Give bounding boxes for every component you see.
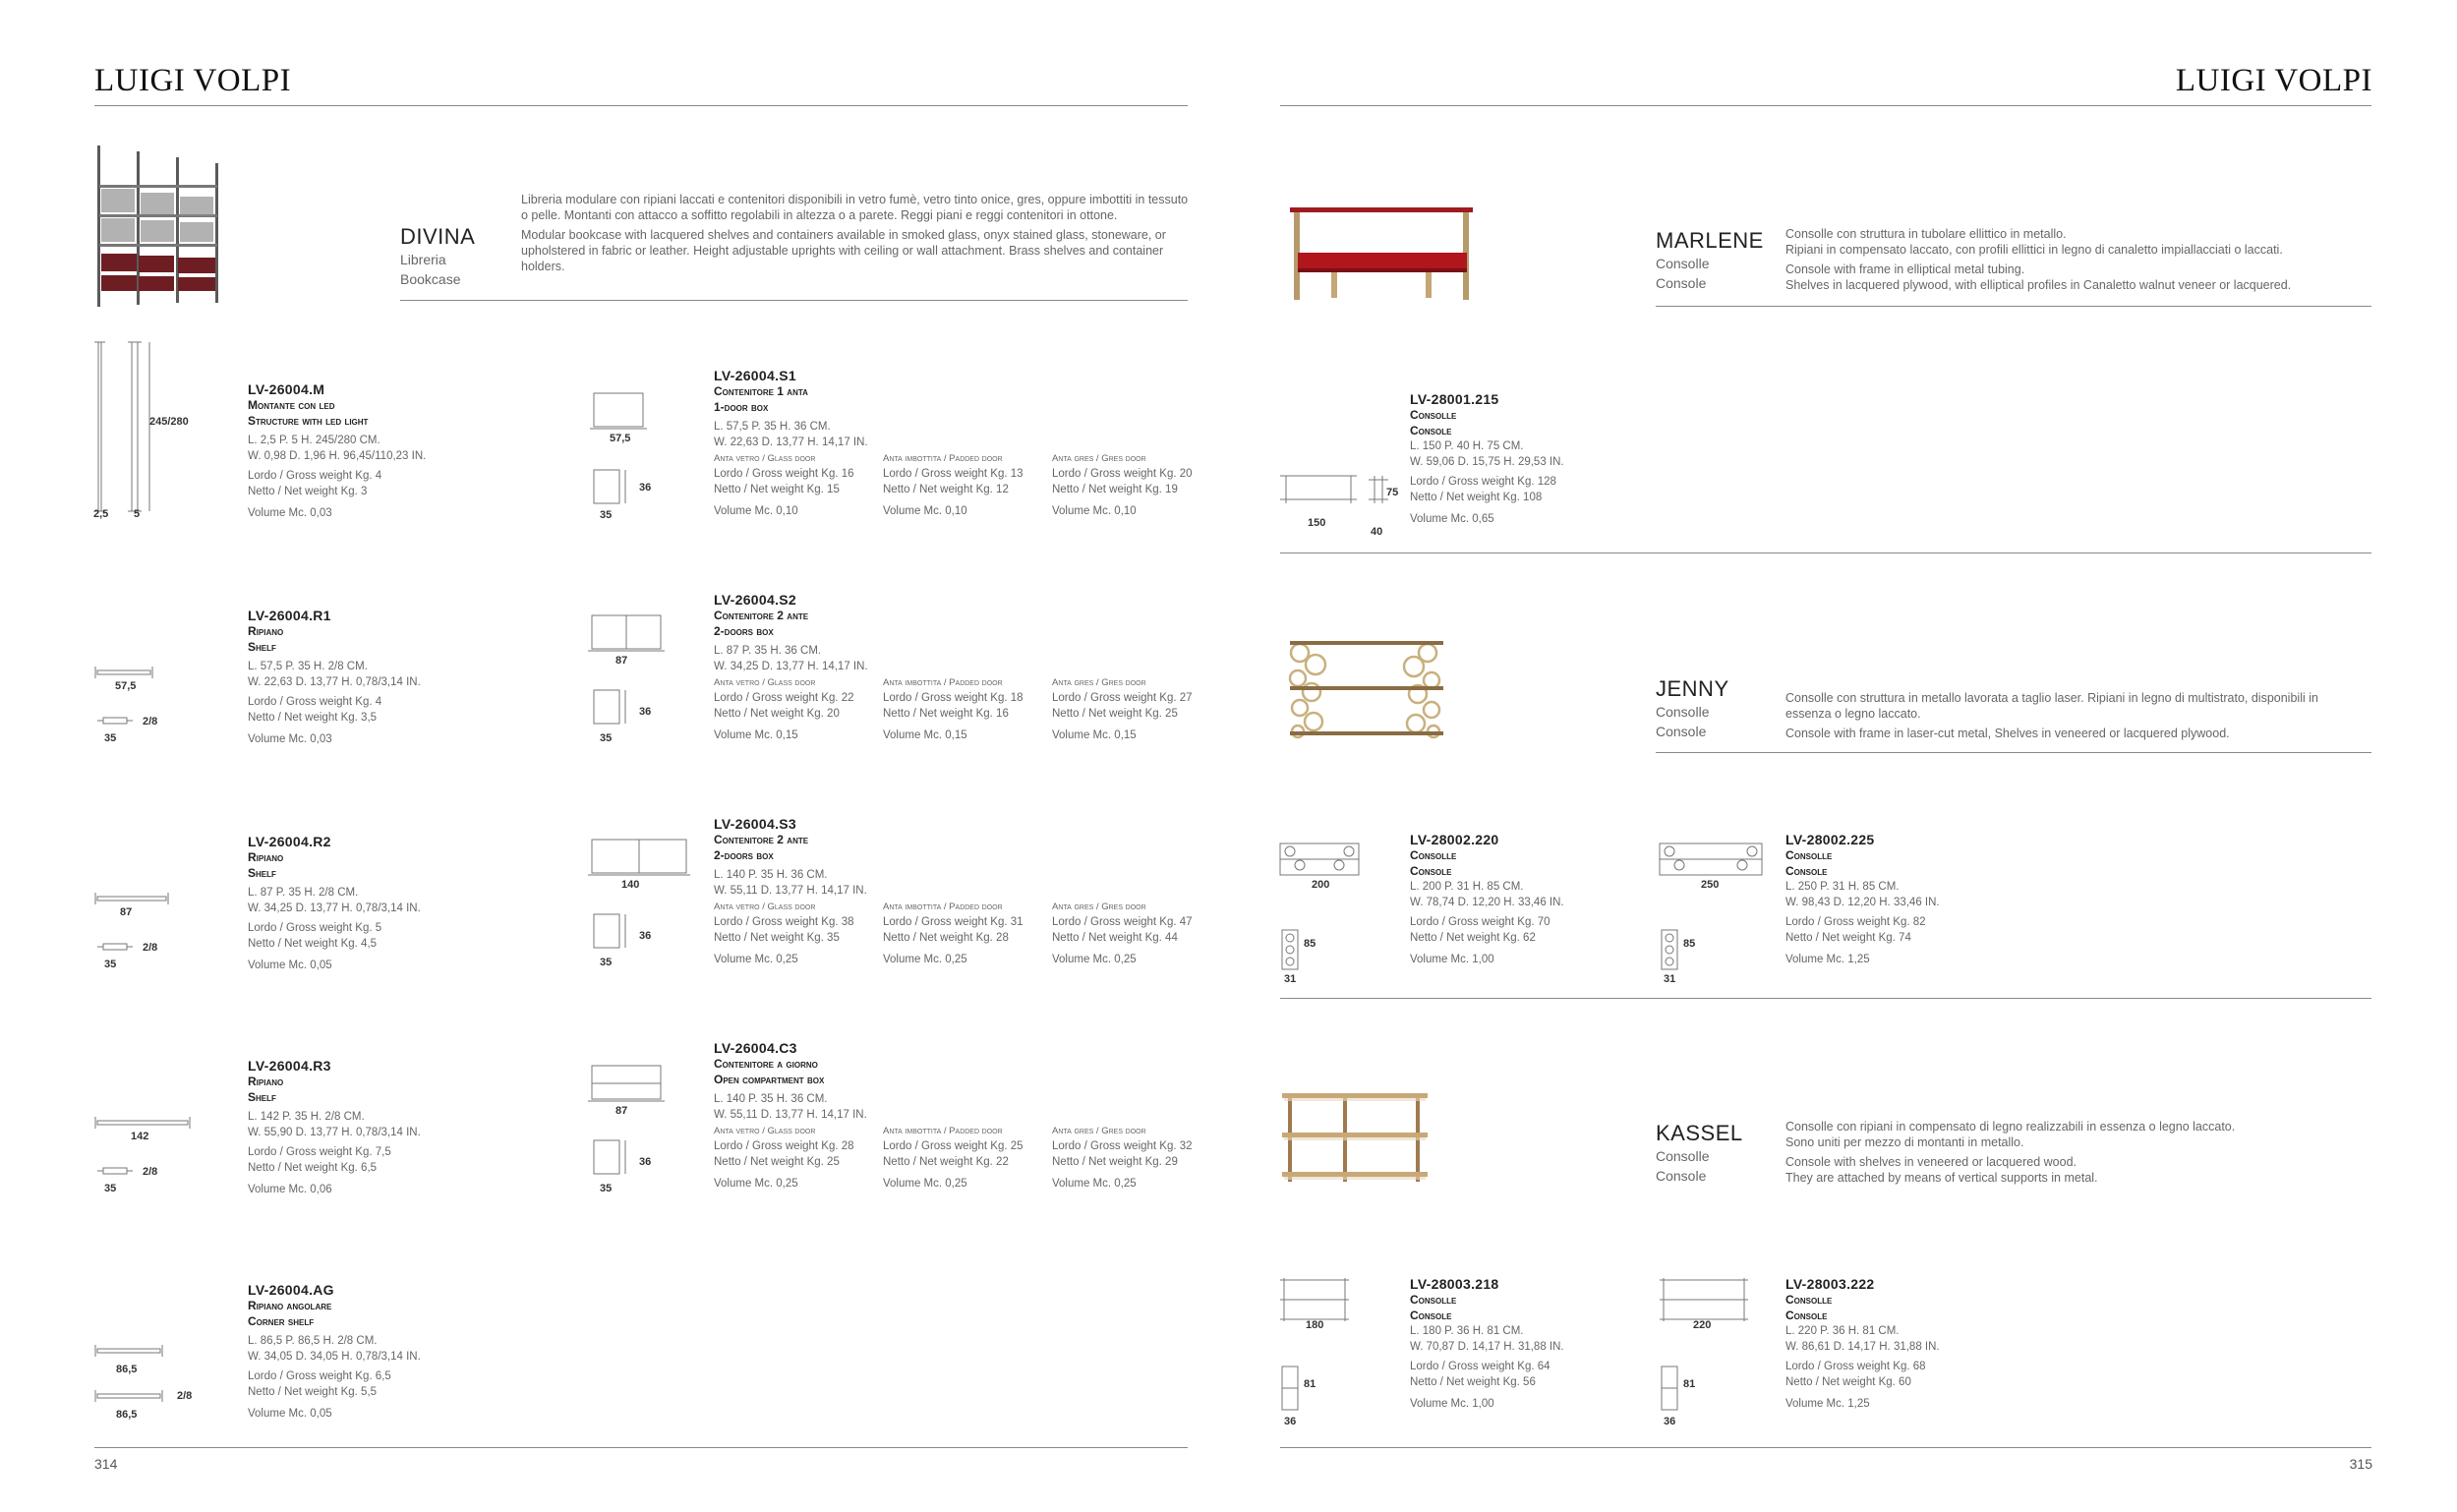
gross-weight: Lordo / Gross weight Kg. 70	[1410, 916, 1550, 928]
gres-door-column	[1052, 1125, 1199, 1192]
dim-r2-height: 2/8	[143, 942, 158, 954]
door-label: Anta gres / Gres door	[1052, 1126, 1146, 1136]
gross-weight: Lordo / Gross weight Kg. 128	[1410, 476, 1556, 488]
brand-logo-right: LUIGI VOLPI	[2175, 63, 2372, 98]
volume: Volume Mc. 0,05	[248, 960, 332, 971]
volume: Volume Mc. 0,65	[1410, 513, 1494, 525]
description-it-2: Sono uniti per mezzo di montanti in metallo.	[1785, 1135, 2024, 1149]
dim-kassel-222-depth: 36	[1664, 1416, 1676, 1427]
product-code: LV-26004.R2	[248, 834, 331, 849]
product-name-it: Contenitore 2 ante	[714, 833, 809, 846]
gres-door-column	[1052, 452, 1199, 519]
description-it-1: Consolle con struttura in tubolare ellittico in metallo.	[1785, 227, 2067, 241]
dim-r3-depth: 35	[104, 1183, 117, 1194]
description-en-2: They are attached by means of vertical supports in metal.	[1785, 1171, 2098, 1185]
product-code: LV-26004.S2	[714, 592, 796, 608]
product-code: LV-26004.M	[248, 381, 325, 397]
product-name-en: Shelf	[248, 640, 276, 654]
padded-door-column	[883, 901, 1030, 967]
volume: Volume Mc. 0,25	[714, 954, 798, 965]
product-lv-28002-225	[1785, 832, 1940, 967]
dims-cm: L. 180 P. 36 H. 81 CM.	[1410, 1325, 1524, 1337]
volume: Volume Mc. 0,25	[1052, 1178, 1137, 1190]
volume: Volume Mc. 1,25	[1785, 1398, 1870, 1410]
dims-cm: L. 87 P. 35 H. 36 CM.	[714, 645, 822, 657]
dims-in: W. 98,43 D. 12,20 H. 33,46 IN.	[1785, 897, 1940, 908]
gross-weight: Lordo / Gross weight Kg. 16	[714, 468, 854, 480]
padded-door-column	[883, 676, 1030, 743]
product-name-it: Consolle	[1785, 1293, 1833, 1307]
door-label: Anta gres / Gres door	[1052, 677, 1146, 688]
gross-weight: Lordo / Gross weight Kg. 68	[1785, 1361, 1926, 1372]
drawing-marlene	[1278, 470, 1406, 539]
product-code: LV-26004.S3	[714, 816, 796, 832]
product-name-it: Contenitore 2 ante	[714, 609, 809, 622]
dim-jenny-225-height: 85	[1683, 938, 1696, 950]
dims-cm: L. 2,5 P. 5 H. 245/280 CM.	[248, 435, 380, 446]
drawing-kassel-218	[1278, 1276, 1357, 1433]
dim-marlene-width: 150	[1308, 517, 1326, 529]
dims-cm: L. 200 P. 31 H. 85 CM.	[1410, 881, 1524, 893]
product-name-en: Shelf	[248, 1090, 276, 1104]
volume: Volume Mc. 0,10	[883, 505, 967, 517]
net-weight: Netto / Net weight Kg. 74	[1785, 932, 1911, 944]
dim-s2-width: 87	[615, 655, 628, 667]
drawing-shelf-r1	[93, 663, 172, 731]
product-lv-28002-220	[1410, 832, 1564, 967]
drawing-corner-shelf	[93, 1341, 202, 1420]
volume: Volume Mc. 0,25	[1052, 954, 1137, 965]
dim-jenny-220-depth: 31	[1284, 973, 1297, 985]
net-weight: Netto / Net weight Kg. 3	[248, 486, 368, 497]
product-name-en: Console	[1410, 424, 1452, 437]
drawing-jenny-225	[1658, 840, 1766, 987]
product-name-it: Ripiano	[248, 850, 284, 864]
collection-sub-it: Consolle	[1656, 1148, 1710, 1164]
product-lv-28001-215	[1410, 391, 1564, 527]
product-name-en: Corner shelf	[248, 1314, 315, 1328]
padded-door-column	[883, 452, 1030, 519]
page-number-right: 315	[2349, 1456, 2372, 1472]
kassel-title-block	[1656, 1121, 1743, 1186]
container-lv-26004-s2	[714, 592, 1199, 743]
gross-weight: Lordo / Gross weight Kg. 64	[1410, 1361, 1550, 1372]
collection-name: KASSEL	[1656, 1121, 1743, 1145]
product-name-it: Consolle	[1410, 408, 1457, 422]
product-code: LV-28002.225	[1785, 832, 1875, 847]
dims-in: W. 34,05 D. 34,05 H. 0,78/3,14 IN.	[248, 1351, 421, 1363]
product-name-en: 1-door box	[714, 400, 769, 414]
door-label: Anta vetro / Glass door	[714, 901, 816, 912]
collection-sub-it: Consolle	[1656, 704, 1710, 720]
product-code: LV-28003.218	[1410, 1276, 1499, 1292]
product-lv-26004-ag	[248, 1282, 421, 1422]
dims-in: W. 0,98 D. 1,96 H. 96,45/110,23 IN.	[248, 450, 427, 462]
collection-sub-it: Consolle	[1656, 256, 1710, 271]
dim-kassel-222-height: 81	[1683, 1378, 1696, 1390]
dim-ag-depth: 86,5	[116, 1409, 138, 1421]
dims-cm: L. 220 P. 36 H. 81 CM.	[1785, 1325, 1900, 1337]
dims-in: W. 34,25 D. 13,77 H. 0,78/3,14 IN.	[248, 902, 421, 914]
dim-c3-width: 87	[615, 1105, 628, 1117]
door-label: Anta imbottita / Padded door	[883, 677, 1003, 688]
volume: Volume Mc. 0,10	[1052, 505, 1137, 517]
description-it: Consolle con struttura in metallo lavorata a taglio laser. Ripiani in legno di multistrato, disponibili in essenza o legno laccato.	[1785, 691, 2318, 721]
dims-cm: L. 140 P. 35 H. 36 CM.	[714, 869, 828, 881]
collection-name: DIVINA	[400, 224, 476, 249]
product-code: LV-26004.AG	[248, 1282, 334, 1298]
net-weight: Netto / Net weight Kg. 16	[883, 708, 1009, 720]
dims-in: W. 55,11 D. 13,77 H. 14,17 IN.	[714, 1109, 867, 1121]
dim-r2-width: 87	[120, 906, 133, 918]
volume: Volume Mc. 0,03	[248, 507, 332, 519]
jenny-console-image	[1286, 637, 1449, 745]
dim-s3-depth: 35	[600, 957, 613, 968]
net-weight: Netto / Net weight Kg. 20	[714, 708, 840, 720]
dim-jenny-220-width: 200	[1312, 879, 1330, 891]
net-weight: Netto / Net weight Kg. 25	[714, 1156, 840, 1168]
drawing-jenny-220	[1278, 840, 1367, 987]
dims-cm: L. 140 P. 35 H. 36 CM.	[714, 1093, 828, 1105]
dim-ag-width: 86,5	[116, 1364, 138, 1375]
volume: Volume Mc. 1,25	[1785, 954, 1870, 965]
product-name-it: Ripiano angolare	[248, 1299, 332, 1312]
dims-in: W. 55,90 D. 13,77 H. 0,78/3,14 IN.	[248, 1127, 421, 1138]
jenny-rule	[1656, 752, 2371, 753]
door-label: Anta vetro / Glass door	[714, 453, 816, 464]
product-code: LV-26004.R3	[248, 1058, 331, 1074]
volume: Volume Mc. 0,25	[714, 1178, 798, 1190]
dims-cm: L. 57,5 P. 35 H. 36 CM.	[714, 421, 831, 433]
section-rule-marlene	[1280, 552, 2371, 553]
door-label: Anta vetro / Glass door	[714, 677, 816, 688]
volume: Volume Mc. 1,00	[1410, 954, 1494, 965]
dims-cm: L. 142 P. 35 H. 2/8 CM.	[248, 1111, 365, 1123]
glass-door-column	[714, 452, 861, 519]
dims-in: W. 86,61 D. 14,17 H. 31,88 IN.	[1785, 1341, 1940, 1353]
description-en-1: Console with frame in elliptical metal tubing.	[1785, 262, 2025, 276]
dim-c3-height: 36	[639, 1156, 652, 1168]
gross-weight: Lordo / Gross weight Kg. 13	[883, 468, 1024, 480]
dims-in: W. 22,63 D. 13,77 H. 14,17 IN.	[714, 436, 868, 448]
dims-in: W. 78,74 D. 12,20 H. 33,46 IN.	[1410, 897, 1564, 908]
dim-jenny-220-height: 85	[1304, 938, 1316, 950]
net-weight: Netto / Net weight Kg. 56	[1410, 1376, 1536, 1388]
jenny-description	[1785, 690, 2366, 745]
description-it: Libreria modulare con ripiani laccati e contenitori disponibili in vetro fumè, vetro tinto onice, gres, oppure imbottiti in tessuto o pelle. Montanti con attacco a soffitto regolabili in altezza o a parete. Reggi piani e reggi contenitori in ottone.	[521, 193, 1189, 222]
volume: Volume Mc. 0,15	[883, 729, 967, 741]
net-weight: Netto / Net weight Kg. 5,5	[248, 1386, 378, 1398]
dim-s3-height: 36	[639, 930, 652, 942]
net-weight: Netto / Net weight Kg. 35	[714, 932, 840, 944]
product-code: LV-26004.S1	[714, 368, 796, 383]
marlene-console-image	[1284, 202, 1477, 310]
section-rule-jenny	[1280, 998, 2371, 999]
divina-bookcase-image	[93, 145, 227, 307]
dim-upright-w1: 2,5	[93, 508, 109, 520]
product-lv-26004-r2	[248, 834, 421, 973]
page-number-left: 314	[94, 1456, 118, 1472]
marlene-title-block	[1656, 228, 1764, 293]
header-rule-left	[94, 105, 1188, 106]
dims-cm: L. 250 P. 31 H. 85 CM.	[1785, 881, 1900, 893]
net-weight: Netto / Net weight Kg. 3,5	[248, 712, 378, 724]
collection-name: JENNY	[1656, 676, 1729, 701]
container-lv-26004-c3	[714, 1040, 1199, 1192]
net-weight: Netto / Net weight Kg. 60	[1785, 1376, 1911, 1388]
description-en: Console with frame in laser-cut metal, Shelves in veneered or lacquered plywood.	[1785, 727, 2230, 740]
collection-sub-en: Bookcase	[400, 271, 461, 287]
product-code: LV-26004.C3	[714, 1040, 797, 1056]
dims-cm: L. 87 P. 35 H. 2/8 CM.	[248, 887, 359, 899]
dims-in: W. 59,06 D. 15,75 H. 29,53 IN.	[1410, 456, 1564, 468]
product-name-en: Structure with led light	[248, 414, 369, 428]
volume: Volume Mc. 1,00	[1410, 1398, 1494, 1410]
description-it-2: Ripiani in compensato laccato, con profili ellittici in legno di canaletto impiallacciati o laccati.	[1785, 243, 2283, 257]
dim-r1-height: 2/8	[143, 716, 158, 727]
volume: Volume Mc. 0,15	[1052, 729, 1137, 741]
padded-door-column	[883, 1125, 1030, 1192]
gross-weight: Lordo / Gross weight Kg. 4	[248, 696, 382, 708]
divina-title-block	[400, 224, 475, 289]
dim-s1-width: 57,5	[610, 433, 631, 444]
footer-rule-left	[94, 1447, 1188, 1448]
gres-door-column	[1052, 901, 1199, 967]
net-weight: Netto / Net weight Kg. 4,5	[248, 938, 378, 950]
product-name-en: 2-doors box	[714, 848, 774, 862]
footer-rule-right	[1280, 1447, 2371, 1448]
product-lv-26004-r3	[248, 1058, 421, 1197]
dims-in: W. 55,11 D. 13,77 H. 14,17 IN.	[714, 885, 867, 897]
product-name-en: Console	[1785, 1308, 1828, 1322]
dims-cm: L. 57,5 P. 35 H. 2/8 CM.	[248, 661, 368, 672]
gross-weight: Lordo / Gross weight Kg. 31	[883, 916, 1024, 928]
divina-description	[521, 192, 1190, 278]
door-label: Anta imbottita / Padded door	[883, 453, 1003, 464]
dim-jenny-225-width: 250	[1701, 879, 1720, 891]
product-name-it: Montante con led	[248, 398, 335, 412]
volume: Volume Mc. 0,25	[883, 1178, 967, 1190]
gross-weight: Lordo / Gross weight Kg. 4	[248, 470, 382, 482]
gross-weight: Lordo / Gross weight Kg. 7,5	[248, 1146, 391, 1158]
net-weight: Netto / Net weight Kg. 44	[1052, 932, 1178, 944]
kassel-console-image	[1278, 1089, 1432, 1188]
collection-sub-it: Libreria	[400, 252, 446, 267]
net-weight: Netto / Net weight Kg. 28	[883, 932, 1009, 944]
net-weight: Netto / Net weight Kg. 12	[883, 484, 1009, 495]
product-name-en: Shelf	[248, 866, 276, 880]
dim-s2-height: 36	[639, 706, 652, 718]
dim-jenny-225-depth: 31	[1664, 973, 1676, 985]
gross-weight: Lordo / Gross weight Kg. 25	[883, 1140, 1024, 1152]
product-code: LV-28003.222	[1785, 1276, 1875, 1292]
drawing-upright	[87, 334, 224, 531]
volume: Volume Mc. 0,10	[714, 505, 798, 517]
dim-r3-height: 2/8	[143, 1166, 158, 1178]
dims-cm: L. 86,5 P. 86,5 H. 2/8 CM.	[248, 1335, 378, 1347]
door-label: Anta vetro / Glass door	[714, 1126, 816, 1136]
gross-weight: Lordo / Gross weight Kg. 6,5	[248, 1370, 391, 1382]
product-name-en: Console	[1785, 864, 1828, 878]
glass-door-column	[714, 1125, 861, 1192]
net-weight: Netto / Net weight Kg. 25	[1052, 708, 1178, 720]
net-weight: Netto / Net weight Kg. 19	[1052, 484, 1178, 495]
dim-marlene-height: 75	[1386, 487, 1399, 498]
dims-in: W. 70,87 D. 14,17 H. 31,88 IN.	[1410, 1341, 1564, 1353]
dim-upright-w2: 5	[134, 508, 141, 520]
dim-c3-depth: 35	[600, 1183, 613, 1194]
product-name-it: Contenitore 1 anta	[714, 384, 808, 398]
drawing-container-s1	[586, 385, 665, 533]
collection-sub-en: Console	[1656, 275, 1707, 291]
gross-weight: Lordo / Gross weight Kg. 32	[1052, 1140, 1193, 1152]
drawing-kassel-222	[1658, 1276, 1756, 1433]
gross-weight: Lordo / Gross weight Kg. 28	[714, 1140, 854, 1152]
description-it-1: Consolle con ripiani in compensato di legno realizzabili in essenza o legno laccato.	[1785, 1120, 2236, 1134]
kassel-description	[1785, 1119, 2375, 1190]
gross-weight: Lordo / Gross weight Kg. 38	[714, 916, 854, 928]
volume: Volume Mc. 0,05	[248, 1408, 332, 1420]
dim-kassel-218-width: 180	[1306, 1319, 1324, 1331]
container-lv-26004-s3	[714, 816, 1199, 967]
header-rule-right	[1280, 105, 2371, 106]
description-en: Modular bookcase with lacquered shelves and containers available in smoked glass, onyx stained glass, stoneware, or upholstered in fabric or leather. Height adjustable uprights with ceiling or wall attachment. Brass shelves and container holders.	[521, 228, 1166, 273]
dim-r3-width: 142	[131, 1131, 149, 1142]
product-name-it: Consolle	[1410, 1293, 1457, 1307]
dim-r2-depth: 35	[104, 959, 117, 970]
gross-weight: Lordo / Gross weight Kg. 82	[1785, 916, 1926, 928]
divina-rule	[400, 300, 1188, 301]
net-weight: Netto / Net weight Kg. 29	[1052, 1156, 1178, 1168]
dim-s1-depth: 35	[600, 509, 613, 521]
dim-s1-height: 36	[639, 482, 652, 494]
gross-weight: Lordo / Gross weight Kg. 27	[1052, 692, 1193, 704]
dim-marlene-depth: 40	[1371, 526, 1383, 538]
gross-weight: Lordo / Gross weight Kg. 5	[248, 922, 382, 934]
gross-weight: Lordo / Gross weight Kg. 20	[1052, 468, 1193, 480]
product-lv-28003-222	[1785, 1276, 1940, 1412]
dim-r1-width: 57,5	[115, 680, 137, 692]
dim-r1-depth: 35	[104, 732, 117, 744]
net-weight: Netto / Net weight Kg. 22	[883, 1156, 1009, 1168]
net-weight: Netto / Net weight Kg. 15	[714, 484, 840, 495]
door-label: Anta imbottita / Padded door	[883, 1126, 1003, 1136]
net-weight: Netto / Net weight Kg. 108	[1410, 492, 1543, 503]
container-lv-26004-s1	[714, 368, 1199, 519]
glass-door-column	[714, 676, 861, 743]
volume: Volume Mc. 0,25	[883, 954, 967, 965]
product-name-en: Console	[1410, 1308, 1452, 1322]
dims-in: W. 22,63 D. 13,77 H. 0,78/3,14 IN.	[248, 676, 421, 688]
product-name-it: Consolle	[1410, 848, 1457, 862]
volume: Volume Mc. 0,03	[248, 733, 332, 745]
product-name-en: Console	[1410, 864, 1452, 878]
product-name-it: Contenitore a giorno	[714, 1057, 818, 1071]
gross-weight: Lordo / Gross weight Kg. 47	[1052, 916, 1193, 928]
jenny-title-block	[1656, 676, 1729, 741]
description-en-1: Console with shelves in veneered or lacquered wood.	[1785, 1155, 2077, 1169]
product-lv-28003-218	[1410, 1276, 1564, 1412]
product-name-it: Consolle	[1785, 848, 1833, 862]
gross-weight: Lordo / Gross weight Kg. 18	[883, 692, 1024, 704]
glass-door-column	[714, 901, 861, 967]
dims-cm: L. 150 P. 40 H. 75 CM.	[1410, 440, 1524, 452]
collection-sub-en: Console	[1656, 724, 1707, 739]
product-name-en: Open compartment box	[714, 1073, 825, 1086]
dim-ag-height: 2/8	[177, 1390, 193, 1402]
door-label: Anta imbottita / Padded door	[883, 901, 1003, 912]
product-lv-26004-m	[248, 381, 426, 521]
product-code: LV-26004.R1	[248, 608, 331, 623]
product-name-it: Ripiano	[248, 624, 284, 638]
product-code: LV-28001.215	[1410, 391, 1499, 407]
door-label: Anta gres / Gres door	[1052, 453, 1146, 464]
collection-sub-en: Console	[1656, 1168, 1707, 1184]
door-label: Anta gres / Gres door	[1052, 901, 1146, 912]
dim-s3-width: 140	[621, 879, 640, 891]
product-code: LV-28002.220	[1410, 832, 1499, 847]
brand-logo-left: LUIGI VOLPI	[94, 63, 292, 98]
product-name-en: 2-doors box	[714, 624, 774, 638]
dims-in: W. 34,25 D. 13,77 H. 14,17 IN.	[714, 661, 868, 672]
collection-name: MARLENE	[1656, 228, 1764, 253]
product-lv-26004-r1	[248, 608, 421, 747]
marlene-rule	[1656, 306, 2371, 307]
volume: Volume Mc. 0,15	[714, 729, 798, 741]
dim-upright-height: 245/280	[149, 416, 189, 428]
gres-door-column	[1052, 676, 1199, 743]
net-weight: Netto / Net weight Kg. 6,5	[248, 1162, 378, 1174]
dim-s2-depth: 35	[600, 732, 613, 744]
net-weight: Netto / Net weight Kg. 62	[1410, 932, 1536, 944]
dim-kassel-218-depth: 36	[1284, 1416, 1297, 1427]
gross-weight: Lordo / Gross weight Kg. 22	[714, 692, 854, 704]
dim-kassel-218-height: 81	[1304, 1378, 1316, 1390]
product-name-it: Ripiano	[248, 1075, 284, 1088]
description-en-2: Shelves in lacquered plywood, with elliptical profiles in Canaletto walnut veneer or lacquered.	[1785, 278, 2292, 292]
dim-kassel-222-width: 220	[1693, 1319, 1712, 1331]
volume: Volume Mc. 0,06	[248, 1184, 332, 1195]
marlene-description	[1785, 226, 2375, 297]
